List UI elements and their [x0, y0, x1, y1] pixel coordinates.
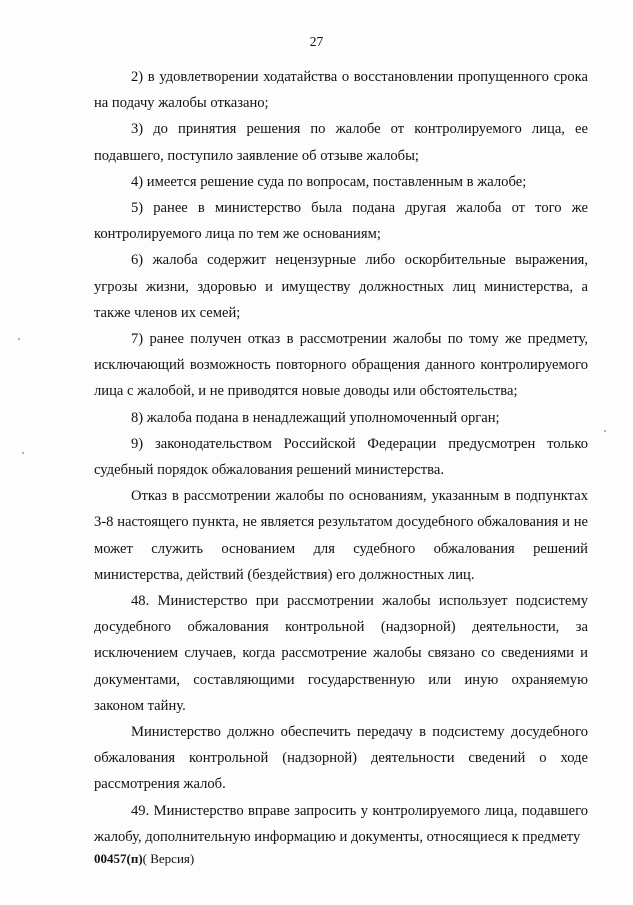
paragraph-item-8: 8) жалоба подана в ненадлежащий уполномоченный орган; — [131, 409, 500, 426]
paragraph-item-9: 9) законодательством Российской Федерации предусмотрен только судебный порядок обжалования решений министерства. — [94, 435, 588, 479]
paragraph-item-7: 7) ранее получен отказ в рассмотрении жалобы по тому же предмету, исключающий возможность повторного обращения данного контролируемого лица с жалобой, и не приводятся новые доводы или обстоятельства; — [94, 331, 588, 400]
page-number: 27 — [309, 34, 324, 49]
document-footer — [94, 851, 194, 867]
scan-speck — [22, 452, 24, 454]
paragraph-item-2: 2) в удовлетворении ходатайства о восстановлении пропущенного срока на подачу жалобы отказано; — [94, 69, 588, 112]
paragraph-refusal-note: Отказ в рассмотрении жалобы по основаниям, указанным в подпунктах 3-8 настоящего пункта, не является результатом досудебного обжалования и не может служить основанием для судебного обжалования решений министерства, действий (бездействия) его должностных лиц. — [94, 488, 588, 583]
paragraph-item-5: 5) ранее в министерство была подана другая жалоба от того же контролируемого лица по тем же основаниям; — [94, 200, 588, 243]
paragraph-item-6: 6) жалоба содержит нецензурные либо оскорбительные выражения, угрозы жизни, здоровью и имуществу должностных лиц министерства, а также членов их семей; — [94, 252, 588, 321]
document-body — [94, 64, 588, 850]
paragraph-item-4: 4) имеется решение суда по вопросам, поставленным в жалобе; — [131, 173, 527, 190]
scan-speck — [18, 338, 20, 340]
document-version-label: ( Версия) — [142, 851, 195, 866]
paragraph-item-3: 3) до принятия решения по жалобе от контролируемого лица, ее подавшего, поступило заявление об отзыве жалобы; — [94, 121, 588, 164]
paragraph-49: 49. Министерство вправе запросить у контролируемого лица, подавшего жалобу, дополнительную информацию и документы, относящиеся к предмету — [94, 802, 588, 845]
scan-speck — [604, 430, 606, 432]
paragraph-48: 48. Министерство при рассмотрении жалобы использует подсистему досудебного обжалования контрольной (надзорной) деятельности, за исключением случаев, когда рассмотрение жалобы связано со сведениями и документами, составляющими государственную или иную охраняемую законом тайну. — [94, 593, 588, 714]
paragraph-48-transfer: Министерство должно обеспечить передачу в подсистему досудебного обжалования контрольной (надзорной) деятельности сведений о ходе рассмотрения жалоб. — [94, 724, 588, 793]
document-code: 00457(п) — [94, 851, 143, 866]
